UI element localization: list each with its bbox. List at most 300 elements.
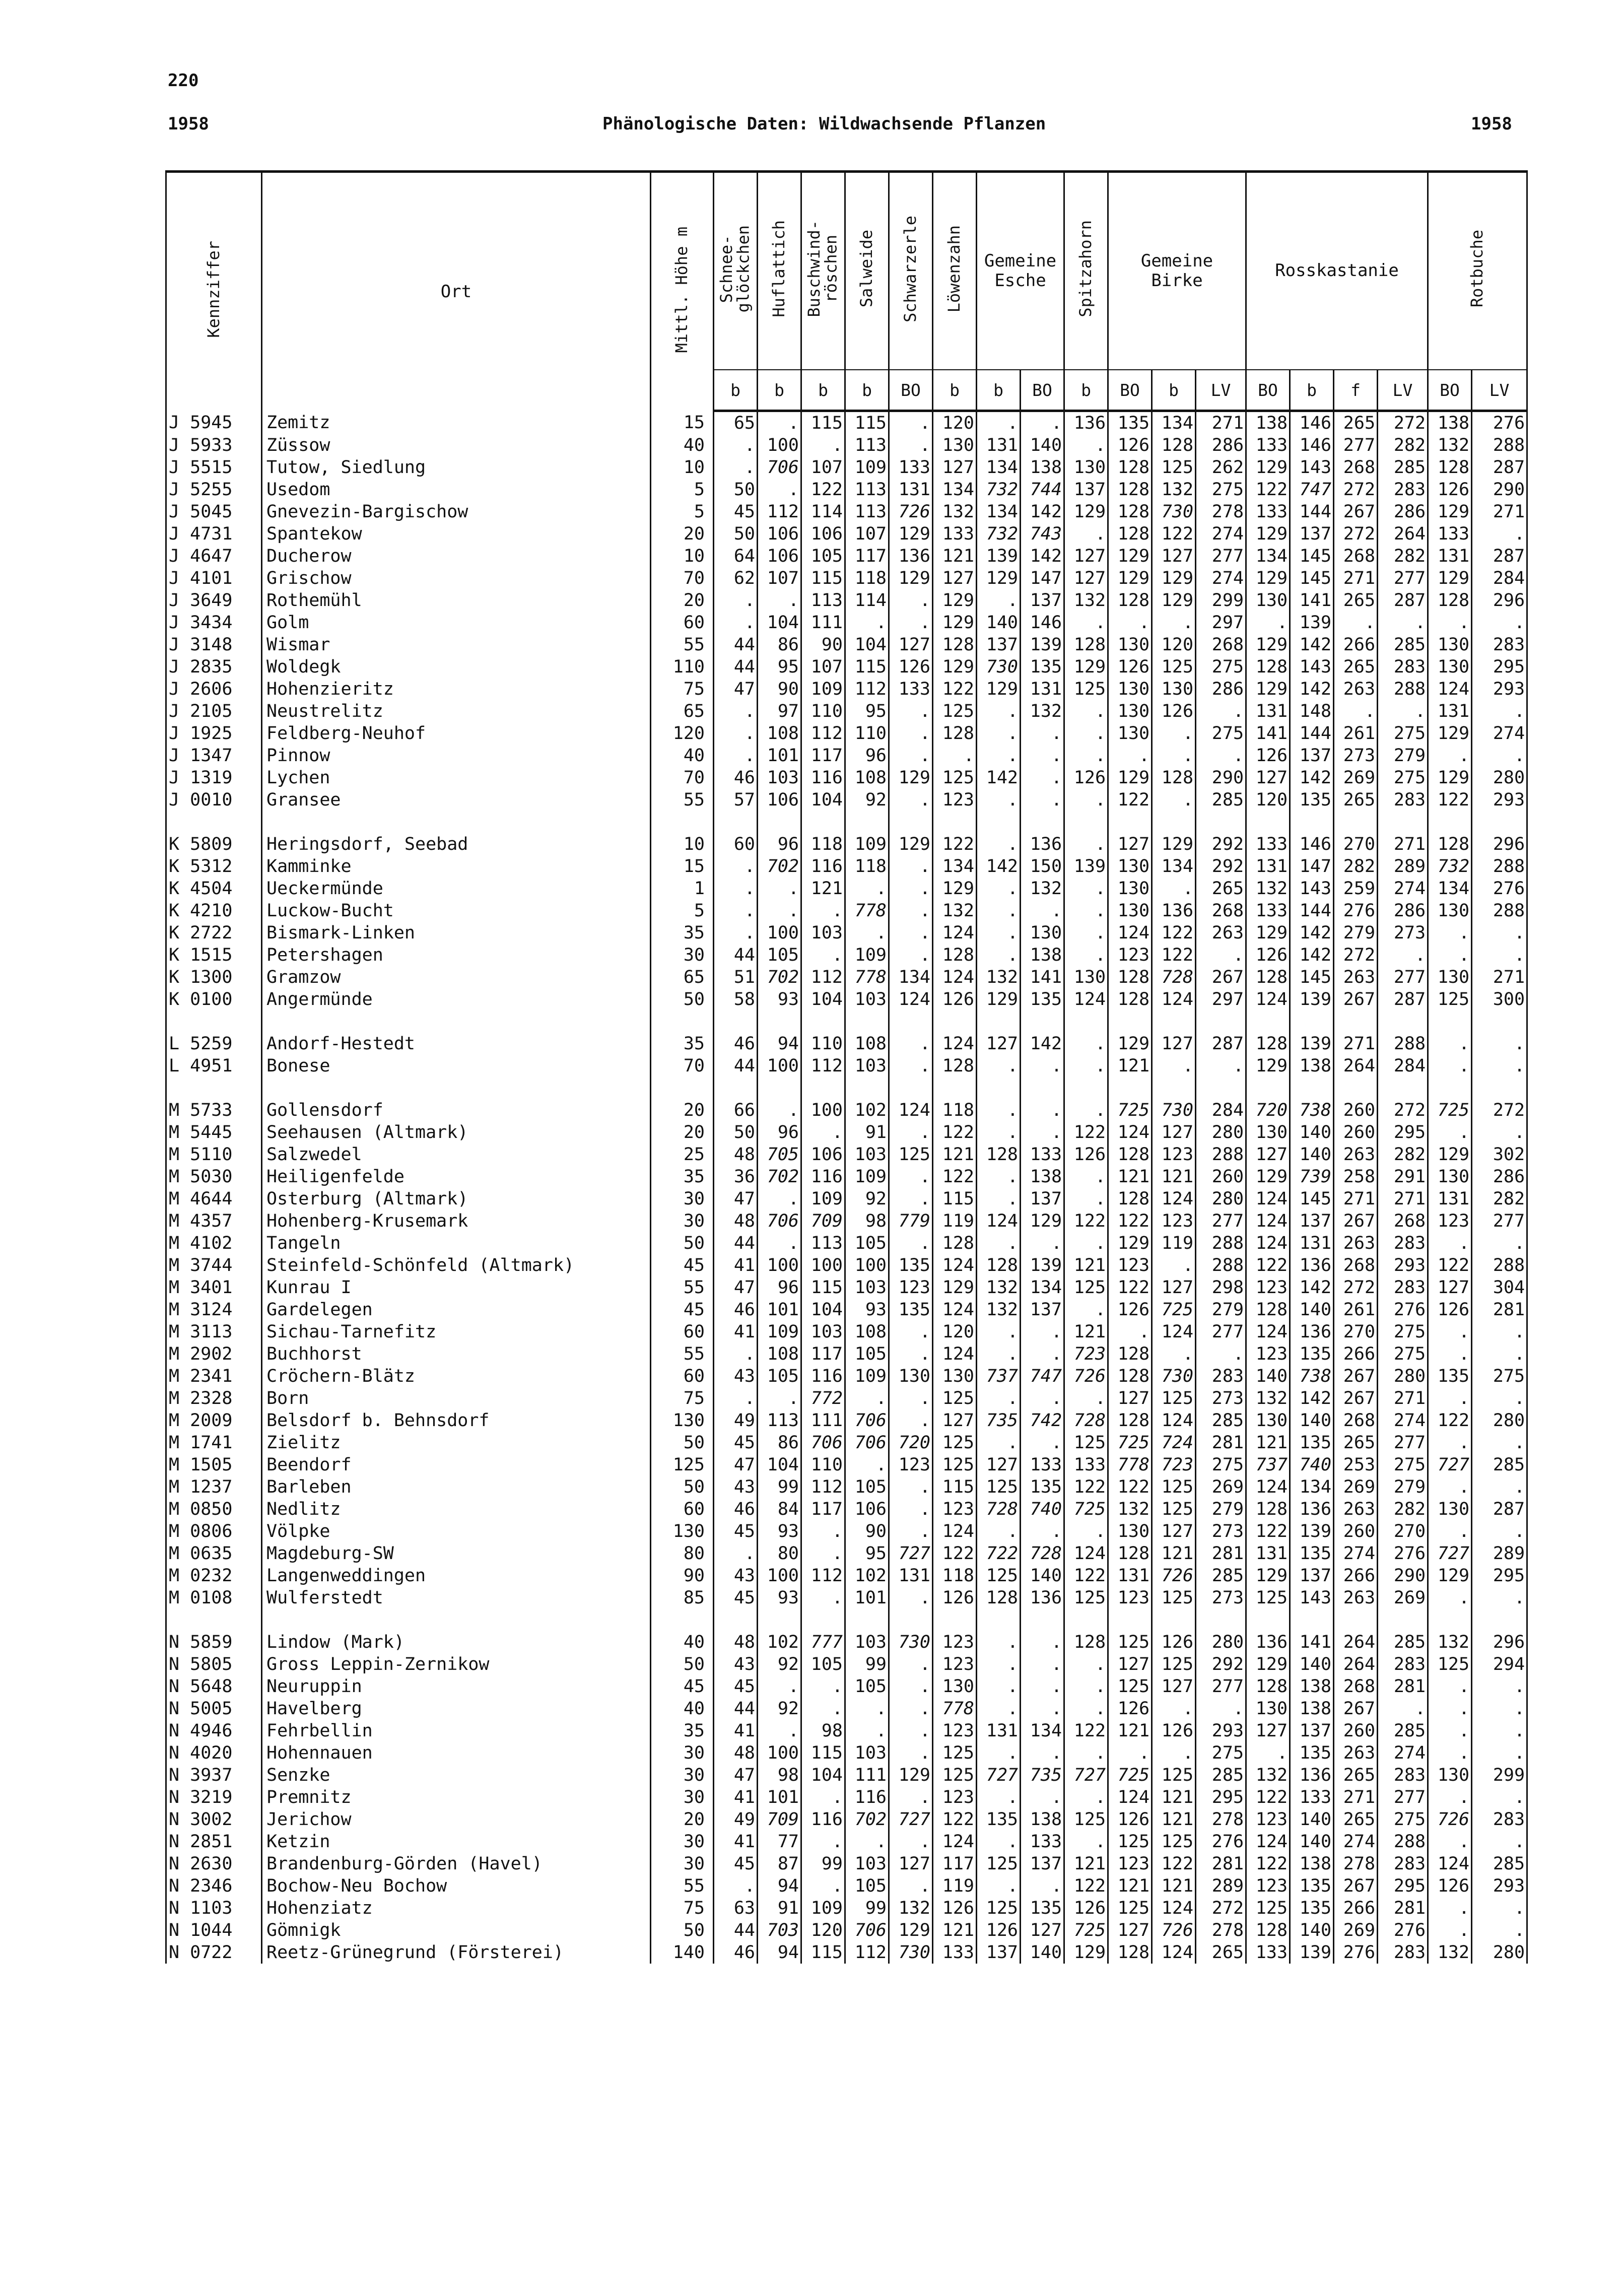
phase-day: 136 [1290,1254,1334,1276]
phase-day: 290 [1378,1565,1428,1587]
phase-day: 94 [758,1033,801,1055]
phase-day: 130 [933,434,977,456]
station-height: 60 [651,612,714,634]
phase-day: 43 [714,1653,758,1675]
phase-day: 87 [758,1853,801,1875]
phase-day: 63 [714,1897,758,1919]
phase-day: 100 [758,1565,801,1587]
phase-day: 726 [1152,1565,1196,1587]
phase-day: 134 [1152,411,1196,435]
phase-day: . [1064,612,1108,634]
station-name: Gollensdorf [262,1099,651,1121]
station-code: N 5805 [166,1653,262,1675]
phase-day: . [714,434,758,456]
table-row [166,1476,1527,1498]
phase-day: 138 [1290,1055,1334,1077]
phase-day: 125 [1064,1808,1108,1831]
phase-day: . [1064,722,1108,745]
phase-day: . [714,1542,758,1565]
phase-day: 90 [758,678,801,700]
phase-day: 283 [1378,479,1428,501]
phase-day: 277 [1378,1786,1428,1808]
phase-day: 288 [1472,1254,1527,1276]
phase-day: 267 [1334,988,1378,1011]
phase-day: . [1064,878,1108,900]
phase-day: 124 [1152,1409,1196,1432]
station-height: 20 [651,1121,714,1144]
phase-day: 126 [1108,434,1152,456]
station-code: M 2009 [166,1409,262,1432]
phase-day: 706 [758,1210,801,1232]
phase-day: 137 [1064,479,1108,501]
phase-day: 126 [1064,1897,1108,1919]
station-code: N 4946 [166,1720,262,1742]
phase-day: 267 [1334,1698,1378,1720]
phase-day: . [714,589,758,612]
header-hoehe: Mittl. Höhe m [651,172,714,411]
phase-day: . [1108,745,1152,767]
phase-day: 116 [801,855,845,878]
phase-day: . [1021,1698,1064,1720]
station-height: 55 [651,1875,714,1897]
station-name: Steinfeld-Schönfeld (Altmark) [262,1254,651,1276]
phase-day: 132 [1246,1764,1290,1786]
phase-day: 129 [1246,678,1290,700]
station-name: Petershagen [262,944,651,966]
phase-day: . [1334,612,1378,634]
phase-day: 288 [1196,1232,1246,1254]
phase-day: 135 [1428,1365,1472,1387]
phase-day: 106 [801,523,845,545]
phase-day: 138 [1021,944,1064,966]
phase-day: 121 [1108,1875,1152,1897]
phase-day: 129 [1108,567,1152,589]
phase-day: 100 [801,1099,845,1121]
phase-day: 282 [1472,1188,1527,1210]
station-name: Pinnow [262,745,651,767]
phase-day: 128 [1108,589,1152,612]
table-row [166,1698,1527,1720]
phase-day: 267 [1196,966,1246,988]
phase-day: 129 [889,1919,933,1941]
phase-day: 131 [1290,1232,1334,1254]
phase-day: 126 [1152,700,1196,722]
phase-day: . [1428,1033,1472,1055]
phase-day: 125 [889,1144,933,1166]
station-name: Zemitz [262,411,651,435]
table-row [166,1321,1527,1343]
phase-day: 143 [1290,1587,1334,1609]
phase-day: 113 [845,501,889,523]
phase-day: 268 [1334,545,1378,567]
phase-day: 283 [1378,1853,1428,1875]
phase-day: 139 [1290,988,1334,1011]
header-plant: Buschwind- röschen [801,172,845,370]
phase-day: 115 [845,411,889,435]
phase-day: . [889,1875,933,1897]
phase-day: 706 [845,1409,889,1432]
phase-day: 130 [1152,678,1196,700]
phase-day: 129 [1108,767,1152,789]
phase-day: 283 [1378,1653,1428,1675]
table-row [166,966,1527,988]
phase-day: . [758,1232,801,1254]
phase-day: 126 [1246,944,1290,966]
phase-day: 128 [1108,988,1152,1011]
phase-day: 113 [801,1232,845,1254]
phase-day: 128 [1246,1299,1290,1321]
phase-day: 743 [1021,523,1064,545]
phase-day: . [977,1831,1021,1853]
phase-day: 136 [1152,900,1196,922]
phase-day: . [1064,1166,1108,1188]
phase-day: 46 [714,767,758,789]
phase-day: 778 [845,966,889,988]
phase-day: 133 [1246,900,1290,922]
phase-day: 126 [1428,1875,1472,1897]
phase-day: 127 [889,634,933,656]
phase-day: . [889,1188,933,1210]
phase-day: 121 [1064,1254,1108,1276]
phase-day: 95 [845,700,889,722]
phase-day: 284 [1378,1055,1428,1077]
phase-day: 266 [1334,1565,1378,1587]
phase-day: . [1246,1742,1290,1764]
phase-day: 119 [933,1875,977,1897]
phase-day: 284 [1196,1099,1246,1121]
phase-day: 129 [889,523,933,545]
phase-day: 737 [1246,1454,1290,1476]
phase-day: . [801,1587,845,1609]
phase-day: 140 [1290,1831,1334,1853]
phase-day: . [758,411,801,435]
phase-day: 105 [845,1343,889,1365]
station-code: N 2851 [166,1831,262,1853]
phase-day: . [977,1343,1021,1365]
phase-day: 47 [714,1454,758,1476]
phase-day: 118 [845,855,889,878]
phase-day: 132 [933,900,977,922]
phase-day: . [1428,1055,1472,1077]
phase-day: . [889,1166,933,1188]
phase-day: 125 [1064,1432,1108,1454]
phase-day: 132 [977,1276,1021,1299]
table-row [166,1853,1527,1875]
station-code: J 3434 [166,612,262,634]
phase-day: 266 [1334,634,1378,656]
phase-day: 127 [1152,1121,1196,1144]
phase-day: 263 [1334,966,1378,988]
phase-day: 126 [1246,745,1290,767]
phase-day: 129 [1108,1033,1152,1055]
phase-day: 133 [1021,1144,1064,1166]
phase-day: 124 [1064,988,1108,1011]
phase-day: 263 [1334,1742,1378,1764]
phase-day: 122 [933,833,977,855]
station-height: 60 [651,1321,714,1343]
table-row [166,922,1527,944]
phase-day: 140 [1021,434,1064,456]
group-gap [166,811,1527,833]
phase-day: 133 [1428,523,1472,545]
phase-day: 127 [1108,1653,1152,1675]
phase-day: 739 [1290,1166,1334,1188]
phase-day: 125 [1064,1276,1108,1299]
phase-day: . [977,1698,1021,1720]
phase-day: 125 [1064,1587,1108,1609]
phase-day: 104 [801,1299,845,1321]
phase-day: 142 [1021,1033,1064,1055]
phase-day: 271 [1334,567,1378,589]
station-name: Usedom [262,479,651,501]
phase-day: 130 [1108,678,1152,700]
phase-day: 725 [1064,1919,1108,1941]
phase-day: 272 [1334,1276,1378,1299]
phase-day: 726 [889,501,933,523]
phase-day: 45 [714,1853,758,1875]
phase-day: 93 [758,1520,801,1542]
phase-day: 283 [1378,1764,1428,1786]
phase-day: 706 [845,1919,889,1941]
phase-day: . [1196,745,1246,767]
station-code: M 5030 [166,1166,262,1188]
phase-day: 292 [1196,855,1246,878]
phase-day: 135 [1290,1897,1334,1919]
station-height: 55 [651,789,714,811]
phase-day: 90 [801,634,845,656]
phase-day: 123 [933,1498,977,1520]
phase-day: 128 [1064,634,1108,656]
phase-day: 280 [1378,1365,1428,1387]
phase-day: 126 [933,988,977,1011]
phase-day: 135 [1290,1343,1334,1365]
phase-day: 128 [1428,589,1472,612]
phase-day: . [1021,1653,1064,1675]
table-row [166,589,1527,612]
phase-day: 143 [1290,656,1334,678]
phase-day: 110 [801,1454,845,1476]
phase-day: 128 [1108,1188,1152,1210]
header-phase: f [1334,370,1378,411]
phase-day: 45 [714,1520,758,1542]
station-height: 20 [651,589,714,612]
phase-day: 44 [714,1055,758,1077]
station-name: Langenweddingen [262,1565,651,1587]
phase-day: 123 [1246,1343,1290,1365]
table-row [166,833,1527,855]
station-code: J 5933 [166,434,262,456]
phase-day: 129 [1152,833,1196,855]
phase-day: 270 [1378,1520,1428,1542]
phase-day: . [977,944,1021,966]
phase-day: 48 [714,1742,758,1764]
phase-day: 267 [1334,1210,1378,1232]
station-height: 50 [651,1476,714,1498]
phase-day: 720 [1246,1099,1290,1121]
phase-day: 129 [889,567,933,589]
phenology-table [165,170,1528,1964]
phase-day: 103 [801,922,845,944]
phase-day: 117 [933,1853,977,1875]
phase-day: 132 [1428,1631,1472,1653]
station-code: J 3148 [166,634,262,656]
phase-day: 132 [1108,1498,1152,1520]
phase-day: 103 [758,767,801,789]
phase-day: 109 [801,1188,845,1210]
phase-day: 129 [889,767,933,789]
phase-day: 727 [1428,1542,1472,1565]
phase-day: . [1021,789,1064,811]
header-phase: b [933,370,977,411]
phase-day: 128 [1108,523,1152,545]
phase-day: . [889,1653,933,1675]
phase-day: 50 [714,523,758,545]
phase-day: 267 [1334,1875,1378,1897]
phase-day: 125 [1152,656,1196,678]
phase-day: 271 [1334,1786,1378,1808]
phase-day: . [1196,1055,1246,1077]
phase-day: . [977,1232,1021,1254]
phase-day: 120 [801,1919,845,1941]
phase-day: 270 [1334,833,1378,855]
station-code: N 3937 [166,1764,262,1786]
station-name: Bismark-Linken [262,922,651,944]
phase-day: . [889,1476,933,1498]
phase-day: 115 [801,1276,845,1299]
phase-day: 130 [1428,634,1472,656]
phase-day: . [1152,1742,1196,1764]
phase-day: 286 [1196,434,1246,456]
phase-day: 112 [801,722,845,745]
phase-day: 92 [845,1188,889,1210]
station-height: 30 [651,1764,714,1786]
phase-day: 134 [889,966,933,988]
phase-day: 130 [1246,1121,1290,1144]
phase-day: 277 [1378,1432,1428,1454]
station-code: M 3401 [166,1276,262,1299]
phase-day: 297 [1196,612,1246,634]
phase-day: 288 [1378,1831,1428,1853]
phase-day: 102 [845,1565,889,1587]
phase-day: 137 [1290,1565,1334,1587]
station-name: Havelberg [262,1698,651,1720]
phase-day: 129 [1428,1565,1472,1587]
phase-day: 116 [801,767,845,789]
table-row [166,1587,1527,1609]
phase-day: . [1472,1675,1527,1698]
phase-day: 98 [845,1210,889,1232]
phase-day: 134 [933,479,977,501]
phase-day: . [889,1786,933,1808]
station-name: Wulferstedt [262,1587,651,1609]
station-code: K 0100 [166,988,262,1011]
phase-day: 263 [1196,922,1246,944]
phase-day: . [845,878,889,900]
station-code: N 2630 [166,1853,262,1875]
phase-day: 105 [801,545,845,567]
phase-day: 130 [1108,700,1152,722]
phase-day: 287 [1378,589,1428,612]
phase-day: . [845,1698,889,1720]
phase-day: . [1064,1520,1108,1542]
phase-day: 100 [758,434,801,456]
phase-day: . [1064,1188,1108,1210]
phase-day: 138 [1290,1698,1334,1720]
phase-day: 145 [1290,545,1334,567]
phase-day: 272 [1378,1099,1428,1121]
phase-day: 133 [933,523,977,545]
station-height: 40 [651,434,714,456]
phase-day: . [1108,1321,1152,1343]
station-code: J 5945 [166,411,262,435]
phase-day: 45 [714,501,758,523]
group-gap [166,1077,1527,1099]
phase-day: 282 [1378,1498,1428,1520]
phase-day: 702 [758,1166,801,1188]
phase-day: 123 [1108,944,1152,966]
phase-day: 275 [1378,1454,1428,1476]
phase-day: 91 [845,1121,889,1144]
phase-day: 126 [1108,656,1152,678]
station-name: Rothemühl [262,589,651,612]
phase-day: . [1378,612,1428,634]
phase-day: 281 [1196,1542,1246,1565]
station-name: Lychen [262,767,651,789]
phase-day: 112 [845,678,889,700]
phase-day: 98 [801,1720,845,1742]
phase-day: 285 [1196,1764,1246,1786]
header-plant: Rotbuche [1428,172,1527,370]
phase-day: 133 [889,678,933,700]
phase-day: 102 [845,1099,889,1121]
phase-day: 133 [1021,1831,1064,1853]
phase-day: . [977,922,1021,944]
phase-day: . [1472,1831,1527,1853]
phase-day: 265 [1196,1941,1246,1964]
phase-day: 277 [1196,1321,1246,1343]
phase-day: 144 [1290,722,1334,745]
phase-day: 300 [1472,988,1527,1011]
phase-day: 778 [1108,1454,1152,1476]
phase-day: . [1428,1121,1472,1144]
phase-day: . [1428,1720,1472,1742]
phase-day: . [801,1542,845,1565]
phase-day: 60 [714,833,758,855]
phase-day: 132 [1428,434,1472,456]
phase-day: . [889,1698,933,1720]
phase-day: 287 [1196,1033,1246,1055]
phase-day: 280 [1196,1121,1246,1144]
phase-day: 287 [1472,1498,1527,1520]
phase-day: . [977,1099,1021,1121]
phase-day: . [1196,1343,1246,1365]
phase-day: 276 [1472,411,1527,435]
phase-day: 135 [1290,1542,1334,1565]
phase-day: 126 [933,1897,977,1919]
phase-day: 147 [1290,855,1334,878]
phase-day: 96 [845,745,889,767]
phase-day: 130 [933,1675,977,1698]
phase-day: . [1428,922,1472,944]
station-name: Belsdorf b. Behnsdorf [262,1409,651,1432]
phase-day: 125 [1246,1587,1290,1609]
phase-day: 129 [1246,1166,1290,1188]
phase-day: . [1472,612,1527,634]
phase-day: 142 [977,855,1021,878]
station-code: N 0722 [166,1941,262,1964]
phase-day: 127 [933,456,977,479]
phase-day: 122 [1064,1720,1108,1742]
